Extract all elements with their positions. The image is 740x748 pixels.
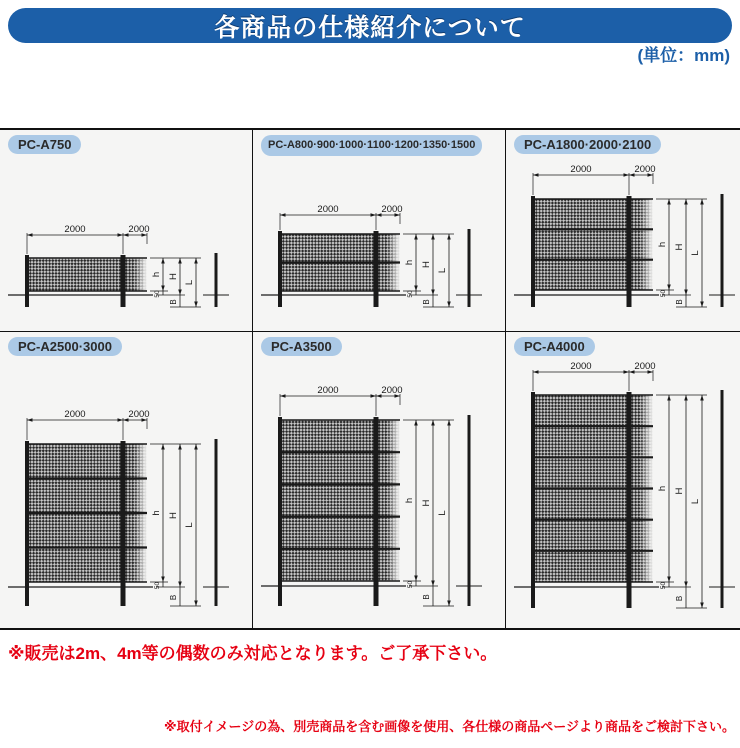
svg-text:2000: 2000 bbox=[570, 164, 592, 175]
svg-text:2000: 2000 bbox=[381, 385, 403, 396]
product-label-pill: PC-A4000 bbox=[514, 337, 595, 356]
product-label-pill: PC-A1800·2000·2100 bbox=[514, 135, 661, 154]
svg-text:H: H bbox=[168, 512, 179, 519]
page-title-bar bbox=[8, 8, 732, 43]
svg-text:2000: 2000 bbox=[381, 204, 403, 215]
svg-text:50: 50 bbox=[407, 580, 414, 589]
fence-diagram bbox=[0, 131, 250, 331]
svg-text:50: 50 bbox=[154, 290, 161, 298]
product-label-pill: PC-A800·900·1000·1100·1200·1350·1500 bbox=[261, 135, 482, 156]
product-label-pill: PC-A750 bbox=[8, 135, 81, 154]
svg-text:h: h bbox=[151, 271, 162, 278]
svg-text:H: H bbox=[421, 261, 432, 268]
svg-text:B: B bbox=[675, 299, 684, 305]
svg-text:2000: 2000 bbox=[317, 385, 339, 396]
fence-diagram bbox=[253, 131, 503, 331]
spec-grid bbox=[0, 128, 740, 630]
svg-text:2000: 2000 bbox=[634, 164, 656, 175]
svg-text:2000: 2000 bbox=[128, 224, 150, 235]
spec-cell-pc-a800-1500 bbox=[252, 130, 505, 332]
page-title: 各商品の仕様紹介について bbox=[214, 13, 526, 42]
svg-text:50: 50 bbox=[154, 581, 161, 590]
svg-text:H: H bbox=[421, 499, 432, 507]
fence-diagram bbox=[253, 334, 503, 628]
svg-text:h: h bbox=[404, 259, 415, 266]
sales-note: ※販売は2m、4m等の偶数のみ対応となります。ご了承下さい。 bbox=[8, 644, 498, 663]
svg-text:h: h bbox=[657, 485, 668, 492]
fence-diagram bbox=[506, 131, 738, 331]
svg-text:L: L bbox=[437, 510, 448, 516]
svg-text:2000: 2000 bbox=[634, 361, 656, 372]
svg-text:h: h bbox=[151, 510, 162, 516]
svg-text:50: 50 bbox=[660, 581, 667, 590]
spec-cell-pc-a750 bbox=[0, 130, 252, 332]
svg-text:h: h bbox=[404, 497, 415, 504]
spec-cell-pc-a2500-3000 bbox=[0, 332, 252, 628]
svg-text:B: B bbox=[422, 594, 431, 600]
fence-diagram bbox=[506, 334, 738, 628]
svg-text:B: B bbox=[422, 299, 431, 305]
spec-cell-pc-a3500 bbox=[252, 332, 505, 628]
spec-cell-pc-a1800-2100 bbox=[505, 130, 740, 332]
svg-text:H: H bbox=[674, 487, 685, 495]
svg-text:B: B bbox=[169, 299, 178, 305]
disclaimer-note: ※取付イメージの為、別売商品を含む画像を使用、各仕様の商品ページより商品をご検討下さい。 bbox=[164, 719, 735, 734]
fence-diagram bbox=[0, 334, 250, 628]
svg-text:L: L bbox=[690, 250, 701, 256]
svg-text:H: H bbox=[674, 243, 685, 251]
svg-text:2000: 2000 bbox=[64, 409, 86, 420]
svg-text:H: H bbox=[168, 273, 179, 280]
product-label-pill: PC-A3500 bbox=[261, 337, 342, 356]
svg-text:B: B bbox=[169, 594, 178, 601]
svg-text:50: 50 bbox=[407, 290, 414, 298]
svg-text:2000: 2000 bbox=[64, 224, 86, 235]
svg-text:B: B bbox=[675, 595, 684, 602]
product-label-pill: PC-A2500·3000 bbox=[8, 337, 122, 356]
spec-cell-pc-a4000 bbox=[505, 332, 740, 628]
svg-text:L: L bbox=[437, 267, 448, 274]
svg-text:2000: 2000 bbox=[128, 409, 150, 420]
svg-text:2000: 2000 bbox=[317, 204, 339, 215]
svg-text:L: L bbox=[690, 498, 701, 505]
svg-text:h: h bbox=[657, 241, 668, 248]
unit-note: (単位：mm) bbox=[637, 46, 730, 65]
svg-text:2000: 2000 bbox=[570, 361, 592, 372]
svg-text:L: L bbox=[184, 279, 195, 286]
svg-text:L: L bbox=[184, 522, 195, 528]
svg-text:50: 50 bbox=[660, 289, 667, 298]
